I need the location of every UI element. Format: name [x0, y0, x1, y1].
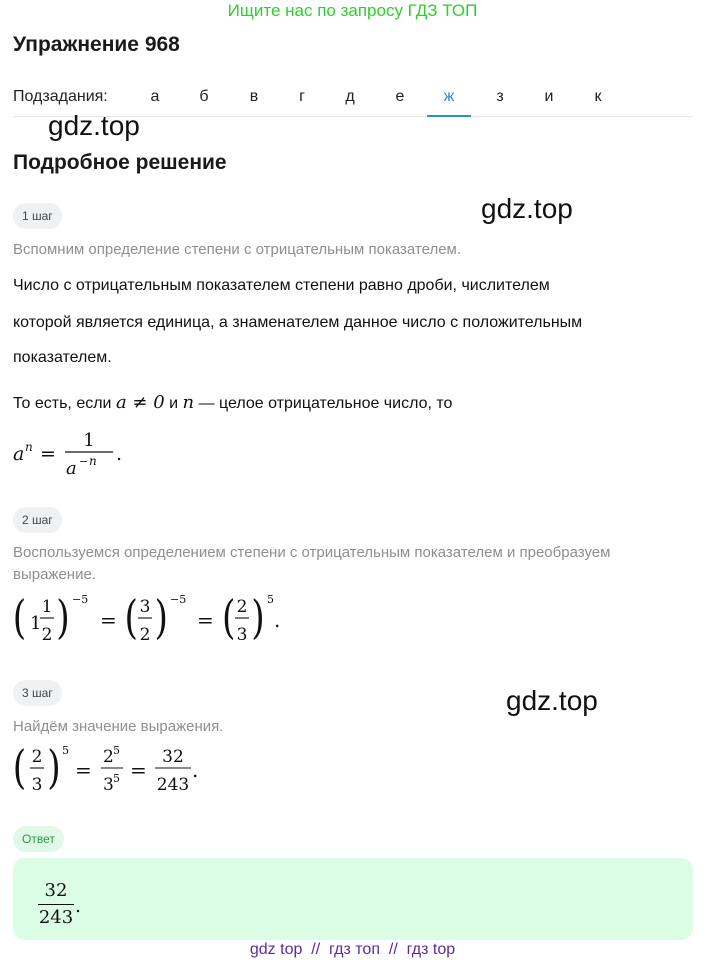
svg-text:.: . — [274, 608, 281, 632]
answer-period: . — [75, 895, 82, 917]
math-a-neq-zero: a ≠ 0 — [115, 392, 165, 413]
math-n: n — [182, 392, 195, 413]
condition-mid: и — [169, 395, 179, 412]
step-1-text-line: Число с отрицательным показателем степени равно дроби, числителем — [13, 277, 550, 294]
promo-banner: Ищите нас по запросу ГДЗ ТОП — [227, 1, 478, 20]
condition-prefix: То есть, если — [13, 395, 112, 412]
svg-text:(: ( — [124, 590, 138, 645]
footer-links: gdz top // гдз топ // гдз top — [249, 941, 456, 958]
tab-v[interactable]: в — [249, 88, 259, 105]
step-1-badge: 1 шаг — [13, 203, 62, 229]
svg-text:=: = — [40, 443, 56, 465]
svg-text:=: = — [100, 608, 117, 632]
step-1-text-line: которой является единица, а знаменателем данное число с положительным — [13, 314, 583, 331]
svg-text:243: 243 — [156, 775, 190, 795]
svg-text:3: 3 — [103, 775, 114, 795]
tab-k[interactable]: к — [594, 88, 602, 105]
page-title: Упражнение 968 — [13, 33, 180, 56]
tab-a[interactable]: а — [150, 88, 160, 105]
watermark: gdz.top — [506, 685, 598, 716]
svg-text:): ) — [154, 590, 168, 645]
tab-e[interactable]: е — [395, 88, 405, 105]
tab-d[interactable]: д — [345, 88, 355, 105]
svg-text:5: 5 — [267, 593, 274, 606]
svg-text:32: 32 — [162, 747, 184, 767]
formula-step-3 — [12, 738, 212, 804]
tab-b[interactable]: б — [199, 88, 209, 105]
step-2-hint-line: выражение. — [13, 566, 96, 583]
svg-text:a: a — [66, 458, 77, 479]
step-1-text-line: показателем. — [13, 349, 112, 366]
svg-text:n: n — [89, 454, 97, 468]
svg-text:−5: −5 — [72, 593, 89, 606]
tab-i[interactable]: и — [544, 88, 554, 105]
step-2-hint-line: Воспользуемся определением степени с отрицательным показателем и преобразуем — [13, 544, 611, 561]
step-3-hint: Найдём значение выражения. — [13, 718, 224, 735]
tab-zh[interactable]: ж — [427, 88, 471, 106]
step-1-hint: Вспомним определение степени с отрицательным показателем. — [13, 241, 462, 258]
svg-text:): ) — [251, 590, 265, 645]
svg-text:1: 1 — [30, 613, 42, 634]
section-title: Подробное решение — [13, 151, 227, 174]
svg-text:=: = — [197, 608, 214, 632]
answer-denominator: 243 — [38, 907, 74, 928]
svg-text:2: 2 — [139, 625, 151, 645]
svg-text:=: = — [130, 758, 147, 782]
answer-badge: Ответ — [13, 826, 64, 852]
svg-text:(: ( — [222, 590, 236, 645]
svg-text:2: 2 — [41, 625, 53, 645]
step-2-badge: 2 шаг — [13, 507, 62, 533]
svg-text:=: = — [75, 758, 92, 782]
subtasks-label: Подзадания: — [13, 88, 108, 105]
answer-box — [13, 858, 693, 940]
svg-text:n: n — [25, 440, 33, 454]
svg-text:3: 3 — [31, 775, 43, 795]
svg-text:.: . — [116, 443, 123, 465]
svg-text:5: 5 — [113, 744, 120, 757]
step-3-badge: 3 шаг — [13, 680, 62, 706]
svg-text:.: . — [192, 758, 199, 782]
watermark: gdz.top — [48, 110, 140, 141]
svg-text:3: 3 — [236, 625, 248, 645]
svg-text:5: 5 — [113, 772, 120, 785]
condition-suffix: — целое отрицательное число, то — [198, 395, 453, 412]
svg-text:(: ( — [12, 590, 27, 645]
svg-text:2: 2 — [31, 747, 43, 767]
svg-text:a: a — [13, 443, 25, 465]
svg-text:): ) — [56, 590, 70, 645]
formula-step-2 — [12, 586, 312, 658]
tab-g[interactable]: г — [299, 88, 305, 105]
svg-text:(: ( — [12, 740, 27, 795]
svg-text:2: 2 — [103, 747, 114, 767]
answer-numerator: 32 — [44, 880, 68, 901]
svg-text:5: 5 — [62, 744, 69, 757]
svg-text:3: 3 — [139, 597, 151, 617]
watermark: gdz.top — [481, 193, 573, 224]
formula-negative-power-definition — [12, 422, 142, 480]
svg-text:2: 2 — [236, 597, 248, 617]
svg-text:−5: −5 — [170, 593, 187, 606]
step-1-condition — [13, 392, 452, 413]
svg-text:): ) — [47, 740, 61, 795]
tab-z[interactable]: з — [496, 88, 504, 105]
svg-text:1: 1 — [83, 430, 95, 451]
svg-text:−: − — [79, 455, 89, 468]
answer-fraction-bar — [38, 904, 74, 905]
svg-text:1: 1 — [41, 597, 53, 617]
